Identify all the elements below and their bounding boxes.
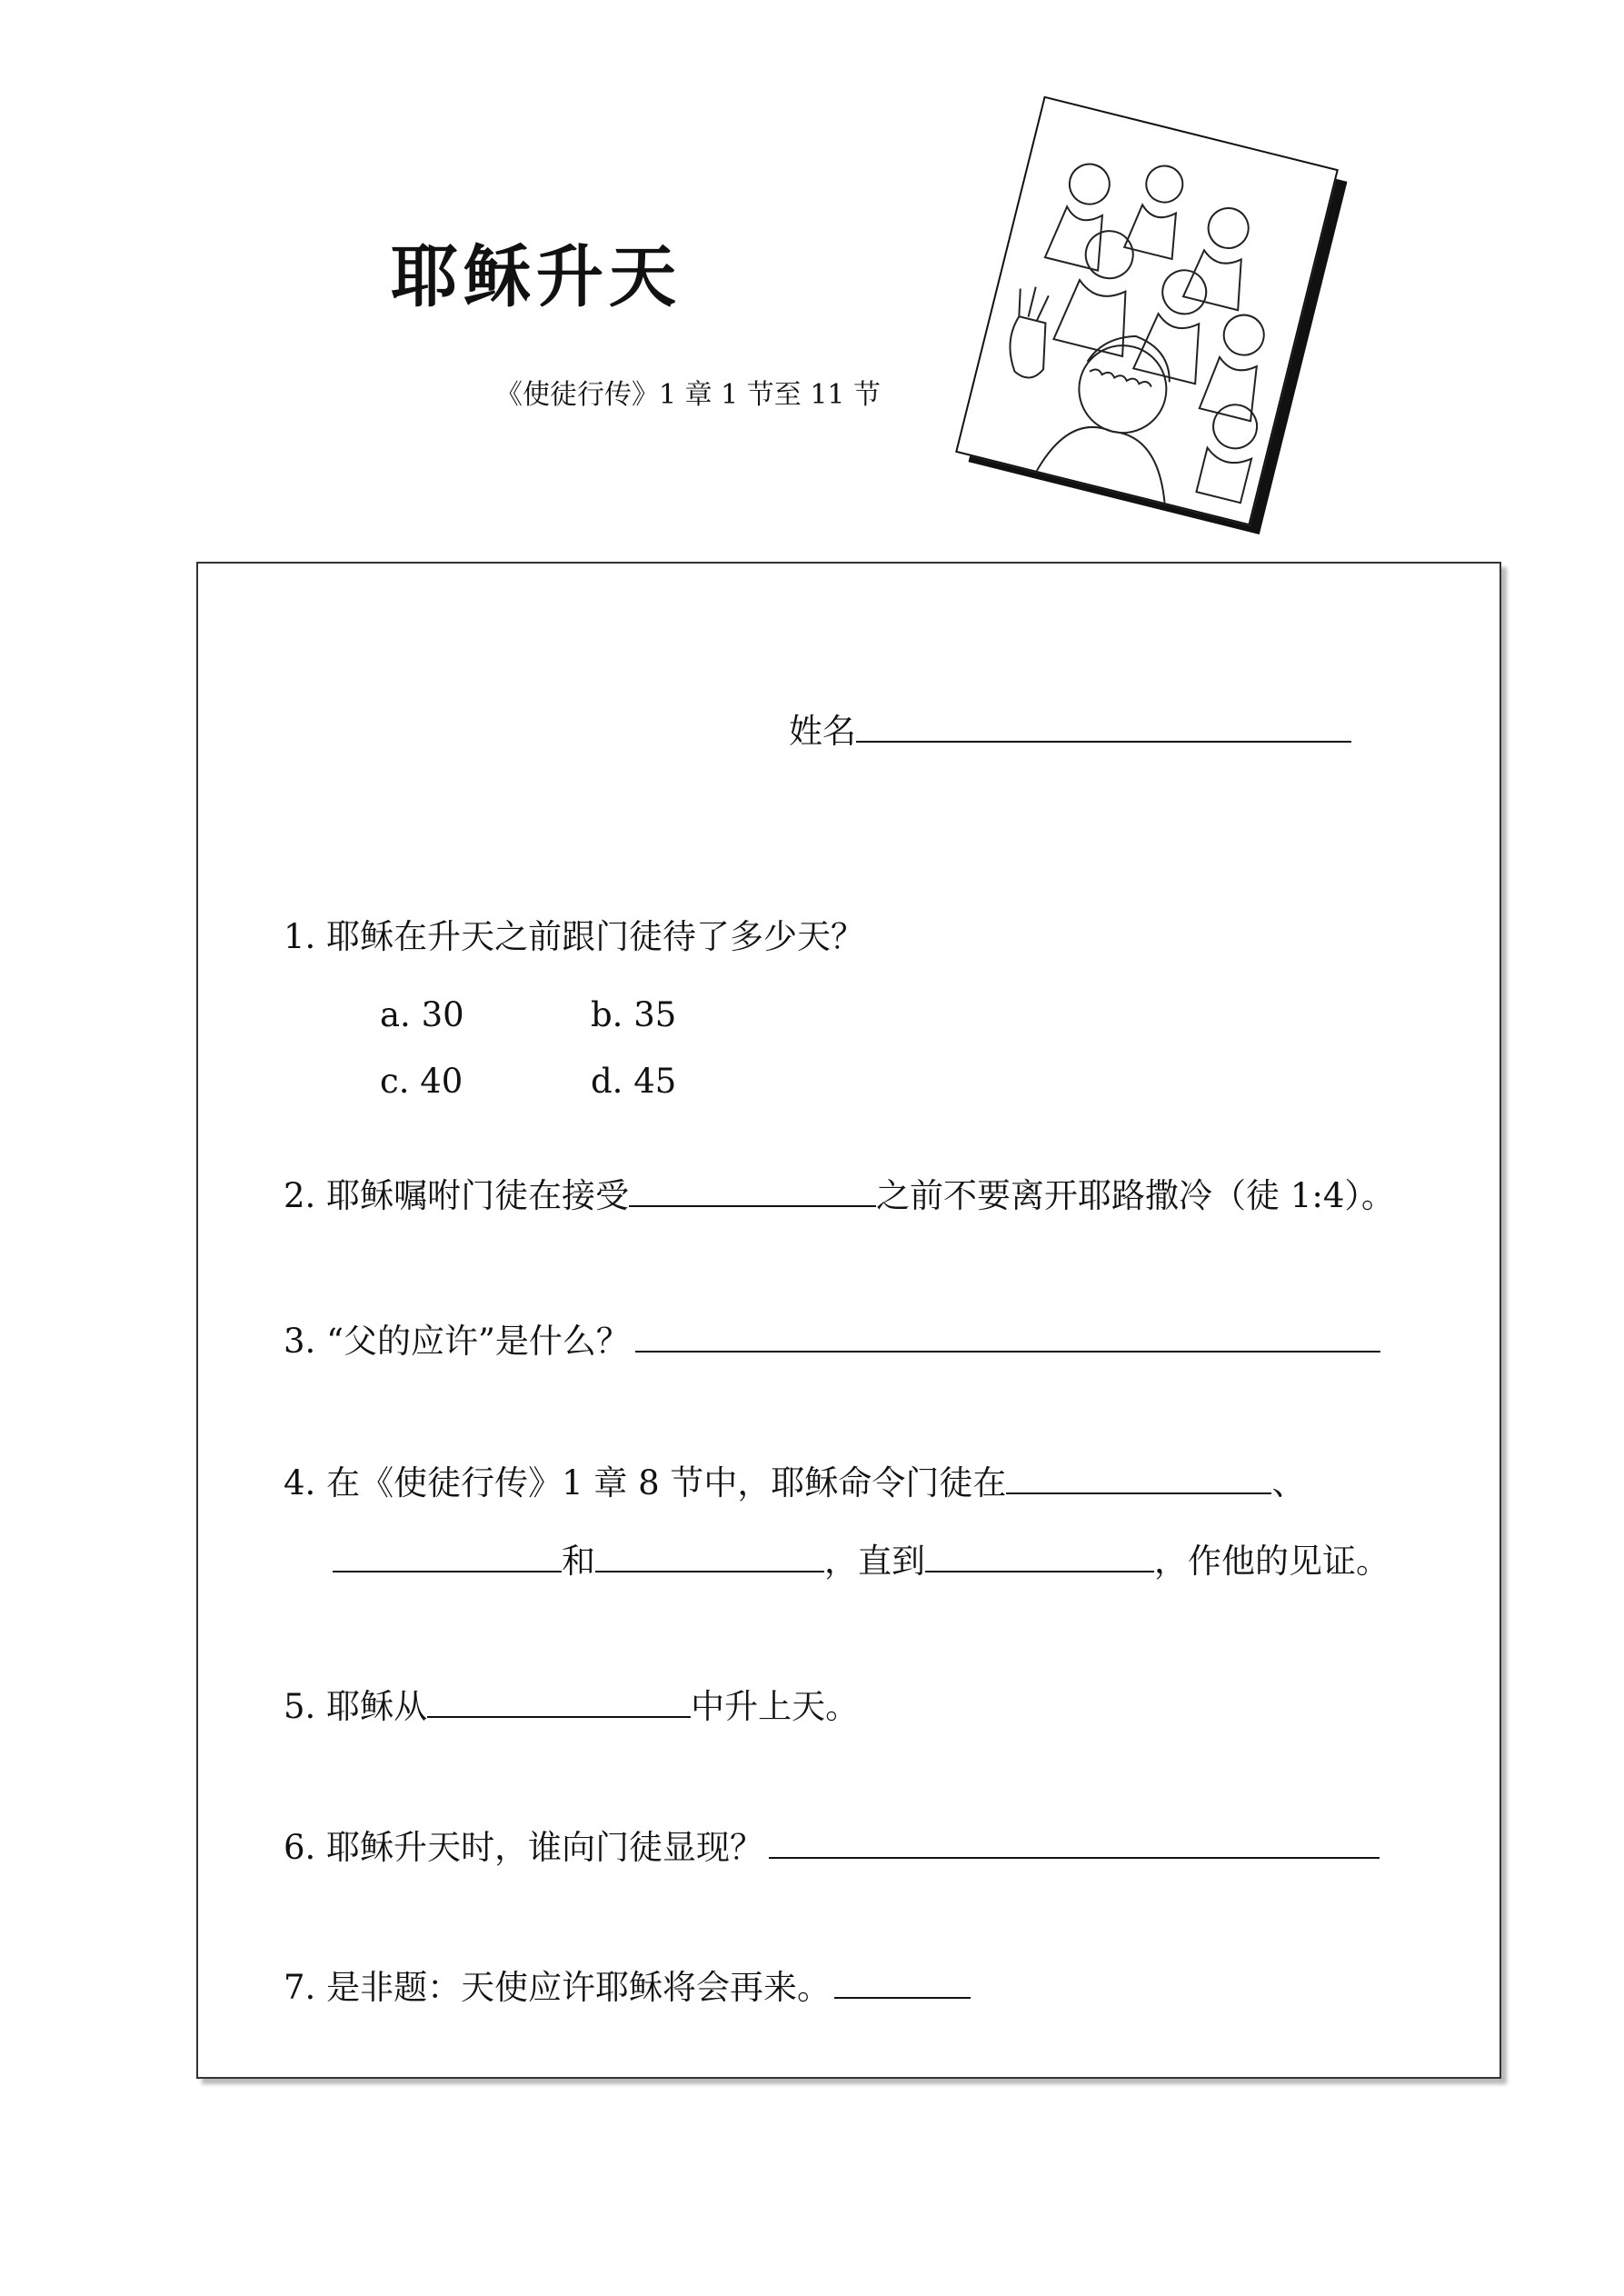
- question-4-and: 和: [562, 1542, 595, 1581]
- question-2-blank[interactable]: [629, 1178, 876, 1207]
- question-4-blank-3[interactable]: [595, 1543, 824, 1572]
- question-1-text: 1. 耶稣在升天之前跟门徒待了多少天？: [284, 917, 865, 956]
- option-d[interactable]: d. 45: [591, 1062, 677, 1101]
- name-blank[interactable]: [856, 714, 1351, 743]
- option-c[interactable]: c. 40: [380, 1062, 463, 1101]
- question-4-after: ，作他的见证。: [1154, 1542, 1390, 1581]
- question-4-blank-4[interactable]: [925, 1543, 1154, 1572]
- question-2-after: 之前不要离开耶路撒冷（徒 1:4）。: [876, 1176, 1395, 1215]
- question-5-before: 5. 耶稣从: [284, 1687, 428, 1726]
- illustration-card: [995, 127, 1350, 545]
- question-7-text: 7. 是非题：天使应许耶稣将会再来。: [284, 1968, 832, 2007]
- question-5-after: 中升上天。: [691, 1687, 860, 1726]
- question-4-line-1: [284, 1465, 1305, 1500]
- question-3-text: 3. “父的应许”是什么？: [284, 1322, 630, 1361]
- worksheet-box: [196, 562, 1501, 2079]
- question-6: [284, 1828, 1380, 1867]
- option-b[interactable]: b. 35: [591, 995, 677, 1034]
- question-5: [284, 1687, 860, 1726]
- question-6-blank[interactable]: [769, 1830, 1380, 1859]
- name-field: [789, 712, 1351, 751]
- question-4-line-2: [333, 1542, 1390, 1581]
- page-title: 耶稣升天: [391, 238, 682, 316]
- question-7-blank[interactable]: [834, 1970, 971, 1999]
- question-7: [284, 1968, 971, 2007]
- question-4-blank-2[interactable]: [333, 1543, 562, 1572]
- question-2-before: 2. 耶稣嘱咐门徒在接受: [284, 1176, 630, 1215]
- name-label: 姓名: [789, 712, 856, 751]
- disciples-looking-up-illustration: [955, 96, 1339, 526]
- question-3: [284, 1322, 1380, 1361]
- question-4-until: ，直到: [824, 1542, 925, 1581]
- option-a[interactable]: a. 30: [380, 995, 464, 1034]
- question-4-separator: 、: [1271, 1463, 1306, 1502]
- question-1: [284, 917, 865, 956]
- question-2: [284, 1178, 1395, 1213]
- question-4-blank-1[interactable]: [1006, 1465, 1271, 1494]
- question-5-blank[interactable]: [427, 1689, 691, 1718]
- scripture-reference: 《使徒行传》1 章 1 节至 11 节: [495, 379, 882, 411]
- question-3-blank[interactable]: [635, 1323, 1380, 1353]
- question-4-before: 4. 在《使徒行传》1 章 8 节中，耶稣命令门徒在: [284, 1463, 1007, 1502]
- question-6-text: 6. 耶稣升天时，谁向门徒显现？: [284, 1828, 764, 1867]
